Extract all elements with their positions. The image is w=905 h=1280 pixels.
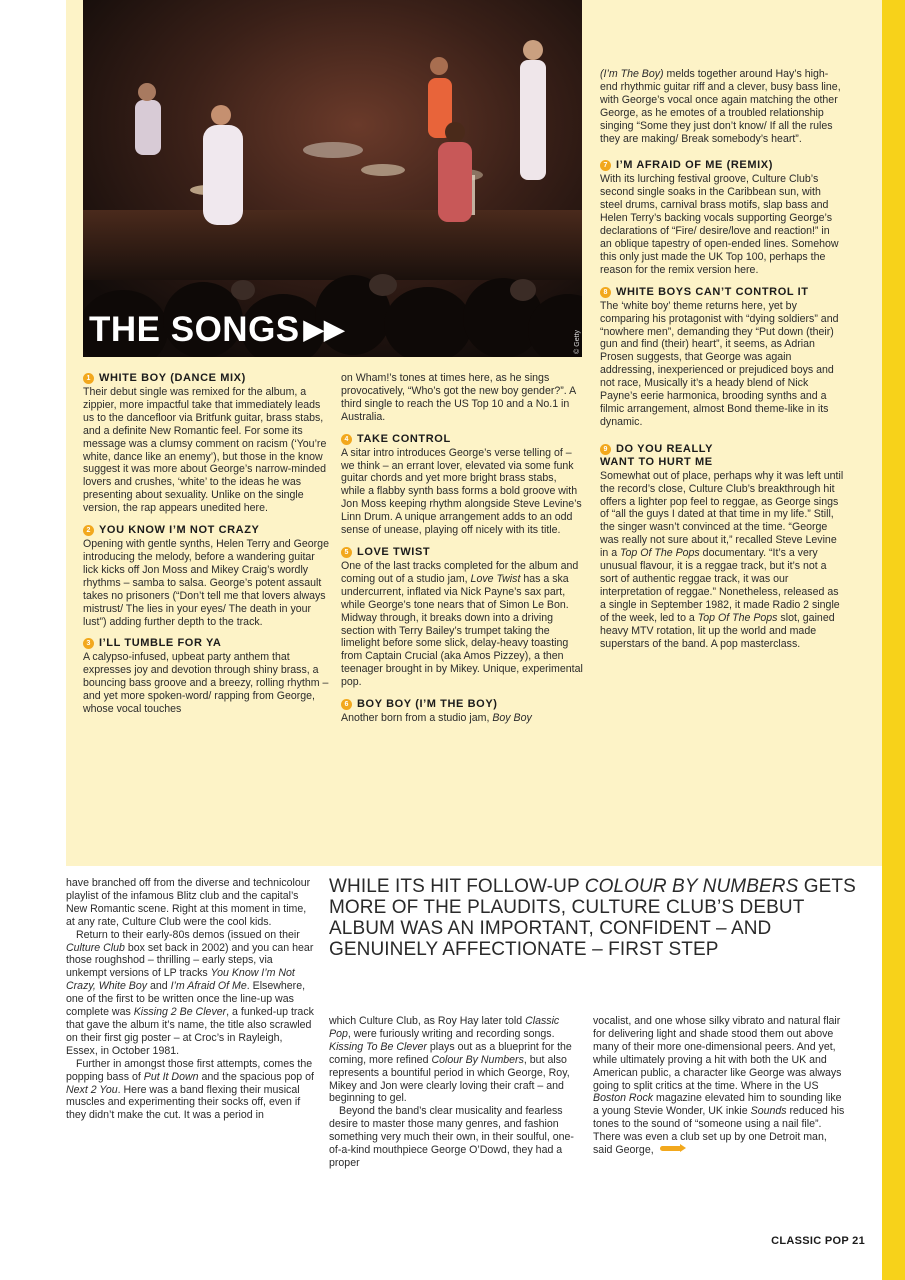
song-entry [341,433,583,537]
song-description: Opening with gentle synths, Helen Terry and George introducing the melody, before a wandering guitar lick kicks off Jon Moss and Mikey Craig’s wordly rhythms – samba to salsa. George’s potent assault takes no prisoners (“Don’t tell me that lovers always mistrust/ The lies in your eyes/ The death in your lust”) adding further depth to the track. [83,538,329,628]
concert-photo-illustration [83,0,582,357]
number-badge: 4 [341,434,352,445]
section-title: THE SONGS ▶▶ [89,310,345,349]
number-badge: 6 [341,699,352,710]
song-heading: 7 I’M AFRAID OF ME (REMIX) [600,159,844,172]
article-paragraph: have branched off from the diverse and technicolour playlist of the infamous Blitz club and the capital’s New Romantic scene. Right at this moment in time, at any rate, Culture Club were the cool kids. [66,877,311,928]
song-heading: 6 BOY BOY (I’M THE BOY) [341,698,583,711]
accent-bar [882,0,905,1280]
page-footer [771,1235,865,1247]
song-heading: 1 WHITE BOY (DANCE MIX) [83,372,329,385]
song-description: on Wham!’s tones at times here, as he sings provocatively, “Who’s got the new boy gender?”. A third single to reach the US Top 10 and a No.1 in Australia. [341,372,576,423]
article-paragraph: Beyond the band’s clear musicality and fearless desire to master those many genres, and fashion something very much their own, in their soulful, one-of-a-kind mouthpiece George O’Dowd, they had a proper [329,1105,574,1169]
song-heading: 8 WHITE BOYS CAN’T CONTROL IT [600,286,844,299]
songs-column-2 [341,372,583,734]
song-entry [341,698,583,725]
song-entry [83,524,329,628]
song-description: With its lurching festival groove, Culture Club’s second single soaks in the Caribbean sun, with steel drums, carnival brass motifs, slap bass and Helen Terry’s backing vocals supporting George’s declarations of “Fire/ desire/love and reaction!” in an oblique tapestry of open-ended lines. Somehow this only just made the UK Top 100, perhaps the reason for the remix version here. [600,173,839,276]
song-description: Another born from a studio jam, Boy Boy [341,712,532,725]
song-entry [600,443,844,651]
continue-arrow-icon [660,1146,682,1151]
number-badge: 2 [83,525,94,536]
song-entry [600,286,844,429]
song-description: A calypso-infused, upbeat party anthem that expresses joy and devotion through shiny brass, a bouncing bass groove and a breezy, rolling rhythm – and yet more spoken-word/ rapping from George, whose vocal touches [83,651,329,716]
number-badge: 8 [600,287,611,298]
song-description: Their debut single was remixed for the album, a zippier, more impactful take that immediately leads us to the dancefloor via Britfunk guitar, brass stabs, and a definite New Romantic feel. For some its message was a clumsy comment on racism (‘You’re white, dance like an enemy’), but those in the know suggest it was more about George’s narrow-minded lovers and crushes, ‘white’ to the ideas he was presenting about sexuality. Unlike on the single version, the rap appears unedited here. [83,386,327,515]
band-photo [83,0,582,357]
number-badge: 7 [600,160,611,171]
song-entry [600,159,844,276]
song-heading: 2 YOU KNOW I’M NOT CRAZY [83,524,329,537]
song-entry-continued [341,372,583,424]
song-heading: 3 I’LL TUMBLE FOR YA [83,637,329,650]
photo-credit: © Getty [574,330,581,354]
article-column-1 [66,877,316,1122]
article-column-2 [329,1015,579,1170]
number-badge: 5 [341,547,352,558]
pull-quote: WHILE ITS HIT FOLLOW-UP COLOUR BY NUMBERS GETS MORE OF THE PLAUDITS, CULTURE CLUB’S DEBUT ALBUM WAS AN IMPORTANT, CONFIDENT – AND GENUINELY AFFECTIONATE – FIRST STEP [329,876,856,960]
song-description: Somewhat out of place, perhaps why it was left until the record’s close, Culture Club’s breakthrough hit offers a lighter pop feel to reggae, as George sings of “all the guys I dated at that time in my life.” Still, the singer wasn’t convinced at the time. “George was really not sure about it,” recalled Steve Levine in a Top Of The Pops documentary. “It’s a very unusual flavour, it is a reggae track, but it’s not a sort of authentic reggae track, it was our interpretation of reggae.” Nonetheless, released as a single in September 1982, it made Radio 2 single of the week, led to a Top Of The Pops slot, gained heavy MTV rotation, lit up the world and made superstars of the band. A pop masterclass. [600,469,844,650]
songs-column-1 [83,372,329,725]
article-paragraph: Further in amongst those first attempts, comes the popping bass of Put It Down and the spacious pop of Next 2 You. Here was a band flexing their musical muscles and experimenting their socks off, even if they didn’t make the cut. It was a period in [66,1057,314,1122]
song-heading: 9 DO YOU REALLY WANT TO HURT ME [600,442,713,468]
number-badge: 3 [83,638,94,649]
songs-column-3 [600,68,844,659]
number-badge: 9 [600,444,611,455]
page-number: 21 [852,1235,865,1247]
article-paragraph: Return to their early-80s demos (issued on their Culture Club box set back in 2002) and you can hear those roughshod – thrilling – early steps, via unkempt versions of LP tracks You Know I’m Not Crazy, White Boy and I’m Afraid Of Me. Elsewhere, one of the first to be written once the line-up was complete was Kissing 2 Be Clever, a funked-up track that gave the album it’s name, the title also scrawled on their first gig poster – at Croc’s in Rayleigh, Essex, in October 1981. [66,928,314,1057]
double-arrow-icon: ▶▶ [303,314,345,344]
song-heading: 5 LOVE TWIST [341,546,583,559]
song-description: One of the last tracks completed for the album and coming out of a studio jam, Love Twist has a ska undercurrent, inflated via Nick Payne’s sax part, while George’s tone nears that of Simon Le Bon. Midway through, it breaks down into a driving section with Terry Bailey’s trumpet taking the limelight before some slick, delay-heavy toasting from Captain Crucial (aka Amos Pizzey), a then teenager brought in by Mikey. Unique, experimental pop. [341,559,583,689]
song-entry-continued [600,68,844,145]
song-description: (I’m The Boy) melds together around Hay’s high-end rhythmic guitar riff and a clever, busy bass line, with George’s vocal once again matching the other George, as he emotes of a troubled relationship singing “Some they just don’t know/ If all the rules they are making/ Break somebody’s heart”. [600,68,841,145]
song-entry [83,372,329,515]
song-description: The ‘white boy’ theme returns here, yet by comparing his protagonist with “dying soldiers” and “nowhere men”, demanding they “Put down (their) gun and find (their) heart”, it seems, as Adrian Prosen suggests, that George was again addressing, inexperienced or prejudiced boys and not race, Musically it’s a heady blend of Nick Payne’s eerie harmonica, brooding synths and a filmic arrangement, almost Bond theme-like in its dynamic. [600,299,839,428]
article-paragraph: vocalist, and one whose silky vibrato and natural flair for delivering light and shade stood them out above many of their more one-dimensional peers. And yet, while ultimately proving a hit with both the UK and American public, a character like George was always going to split critics at the time. Where in the US Boston Rock magazine elevated him to sounding like a young Stevie Wonder, UK inkie Sounds reduced his tones to the sound of “someone using a nail file”. There was even a club set up by one Detroit man, said George, [593,1015,845,1157]
number-badge: 1 [83,373,94,384]
magazine-brand: CLASSIC POP [771,1235,849,1247]
song-entry [83,637,329,716]
song-entry [341,546,583,689]
song-heading: 4 TAKE CONTROL [341,433,583,446]
song-description: A sitar intro introduces George’s verse telling of – we think – an errant lover, elevated via some funk guitar chords and yet more bright brass stabs, while a flabby synth bass forms a bold groove with Jon Moss keeping rhythm alongside Steve Levine’s Linn Drum. A unique arrangement adds to an odd sense of unease, playing off nicely with its title. [341,446,582,537]
article-column-3 [593,1015,845,1157]
article-paragraph: which Culture Club, as Roy Hay later told Classic Pop, were furiously writing and recording songs. Kissing To Be Clever plays out as a blueprint for the coming, more refined Colour By Numbers, but also represents a bountiful period in which George, Roy, Mikey and Jon were clearly loving their craft – and beginning to gel. [329,1015,572,1105]
